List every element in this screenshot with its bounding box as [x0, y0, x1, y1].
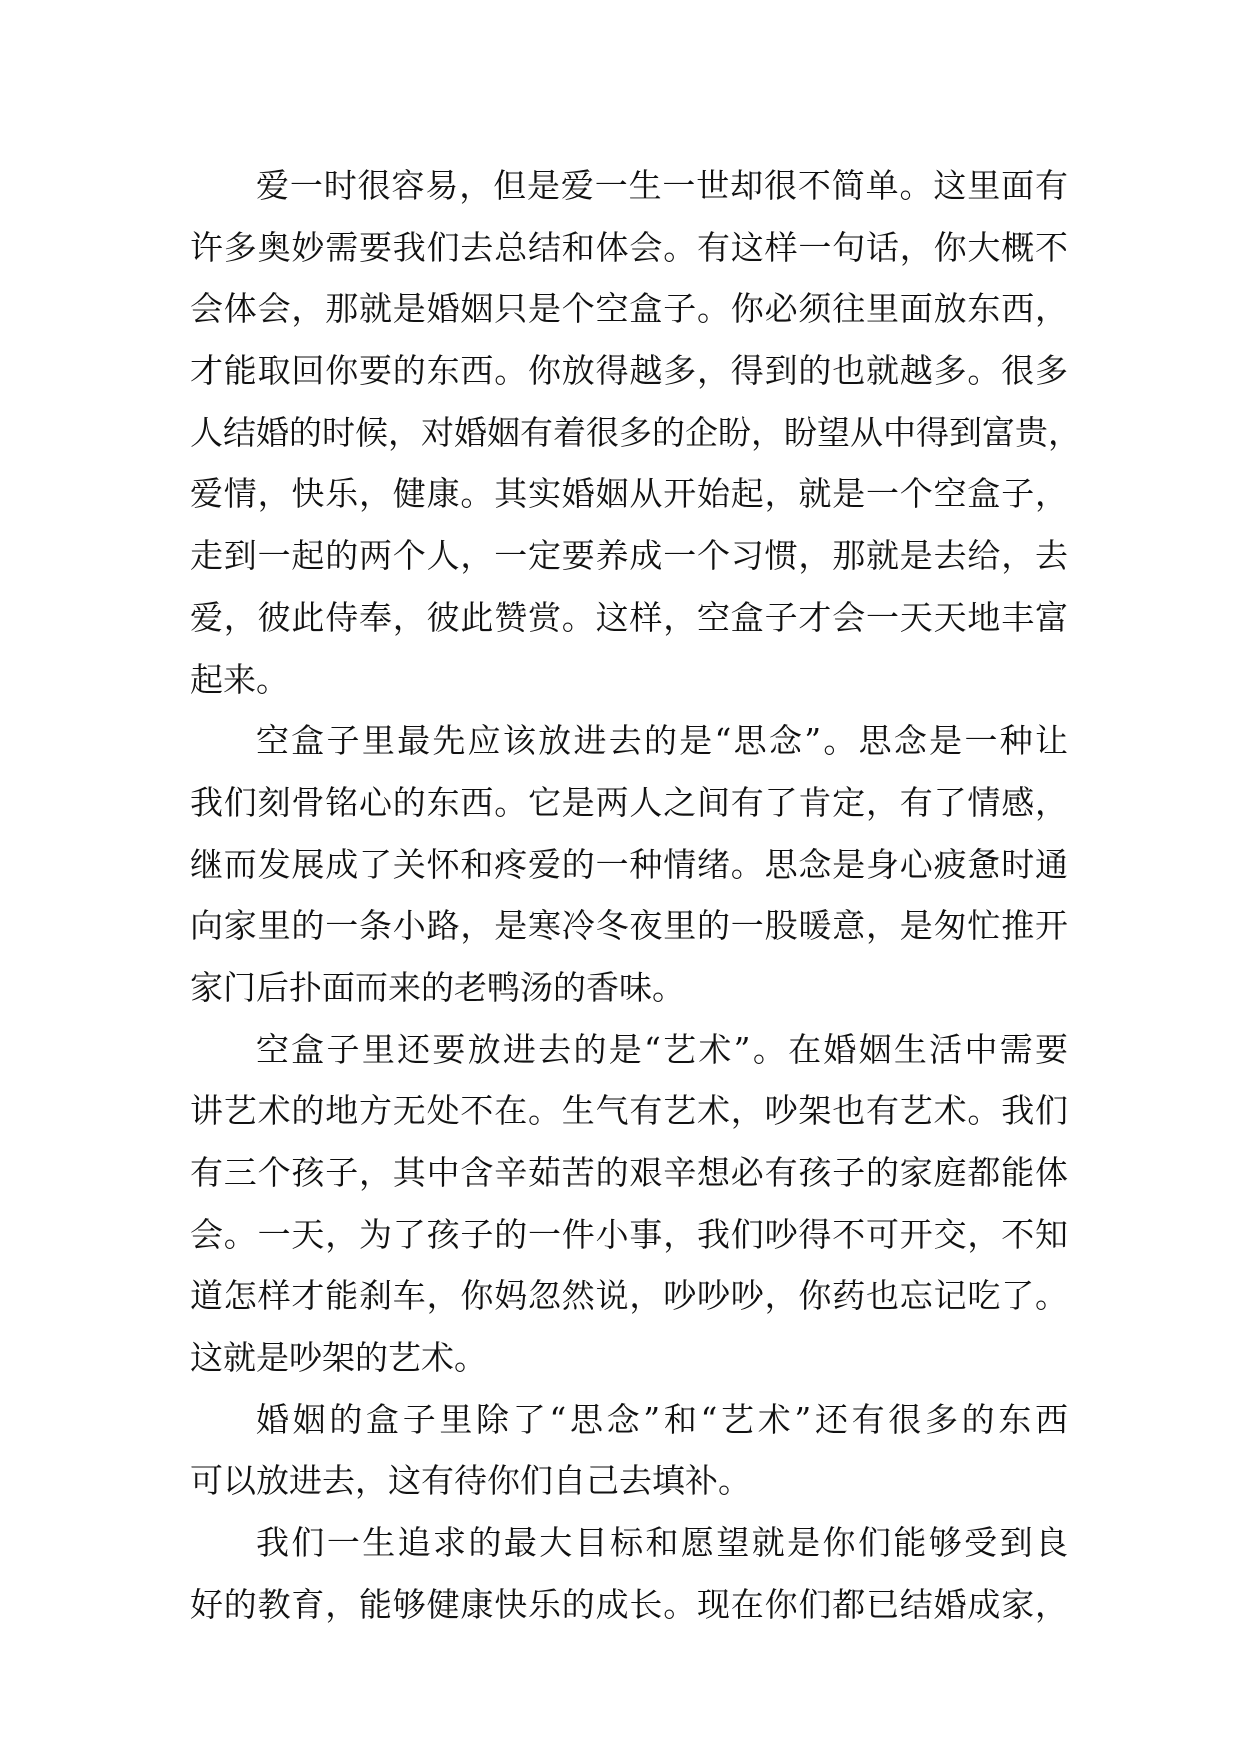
- text-line: 空盒子里最先应该放进去的是“思念”。思念是一种让: [256, 721, 1068, 761]
- text-line: 讲艺术的地方无处不在。生气有艺术，吵架也有艺术。我们: [190, 1091, 1068, 1131]
- text-line: 家门后扑面而来的老鸭汤的香味。: [190, 967, 685, 1007]
- text-line: 继而发展成了关怀和疼爱的一种情绪。思念是身心疲惫时通: [190, 844, 1068, 884]
- text-line: 爱一时很容易，但是爱一生一世却很不简单。这里面有: [256, 166, 1068, 205]
- text-line: 婚姻的盒子里除了“思念”和“艺术”还有很多的东西: [256, 1399, 1068, 1439]
- text-line: 空盒子里还要放进去的是“艺术”。在婚姻生活中需要: [256, 1029, 1068, 1069]
- text-line: 我们一生追求的最大目标和愿望就是你们能够受到良: [256, 1523, 1068, 1563]
- document-body: [190, 155, 1081, 1636]
- text-line: 人结婚的时候，对婚姻有着很多的企盼，盼望从中得到富贵，: [190, 412, 1081, 452]
- text-line: 爱情，快乐，健康。其实婚姻从开始起，就是一个空盒子，: [190, 474, 1068, 514]
- text-line: 会体会，那就是婚姻只是个空盒子。你必须往里面放东西，: [190, 289, 1068, 329]
- text-line: 道怎样才能刹车，你妈忽然说，吵吵吵，你药也忘记吃了。: [190, 1276, 1068, 1316]
- text-line: 可以放进去，这有待你们自己去填补。: [190, 1461, 751, 1501]
- text-line: 好的教育，能够健康快乐的成长。现在你们都已结婚成家，: [190, 1584, 1068, 1624]
- text-line: 这就是吵架的艺术。: [190, 1338, 487, 1378]
- text-line: 爱，彼此侍奉，彼此赞赏。这样，空盒子才会一天天地丰富: [190, 597, 1068, 637]
- text-line: 许多奥妙需要我们去总结和体会。有这样一句话，你大概不: [190, 227, 1068, 267]
- text-line: 才能取回你要的东西。你放得越多，得到的也就越多。很多: [190, 351, 1068, 391]
- text-line: 我们刻骨铭心的东西。它是两人之间有了肯定，有了情感，: [190, 782, 1068, 822]
- text-line: 有三个孩子，其中含辛茹苦的艰辛想必有孩子的家庭都能体: [190, 1153, 1068, 1192]
- text-line: 走到一起的两个人，一定要养成一个习惯，那就是去给，去: [190, 536, 1068, 576]
- text-line: 向家里的一条小路，是寒冷冬夜里的一股暖意，是匆忙推开: [190, 906, 1068, 946]
- text-line: 起来。: [190, 659, 289, 699]
- text-line: 会。一天，为了孩子的一件小事，我们吵得不可开交，不知: [190, 1214, 1068, 1254]
